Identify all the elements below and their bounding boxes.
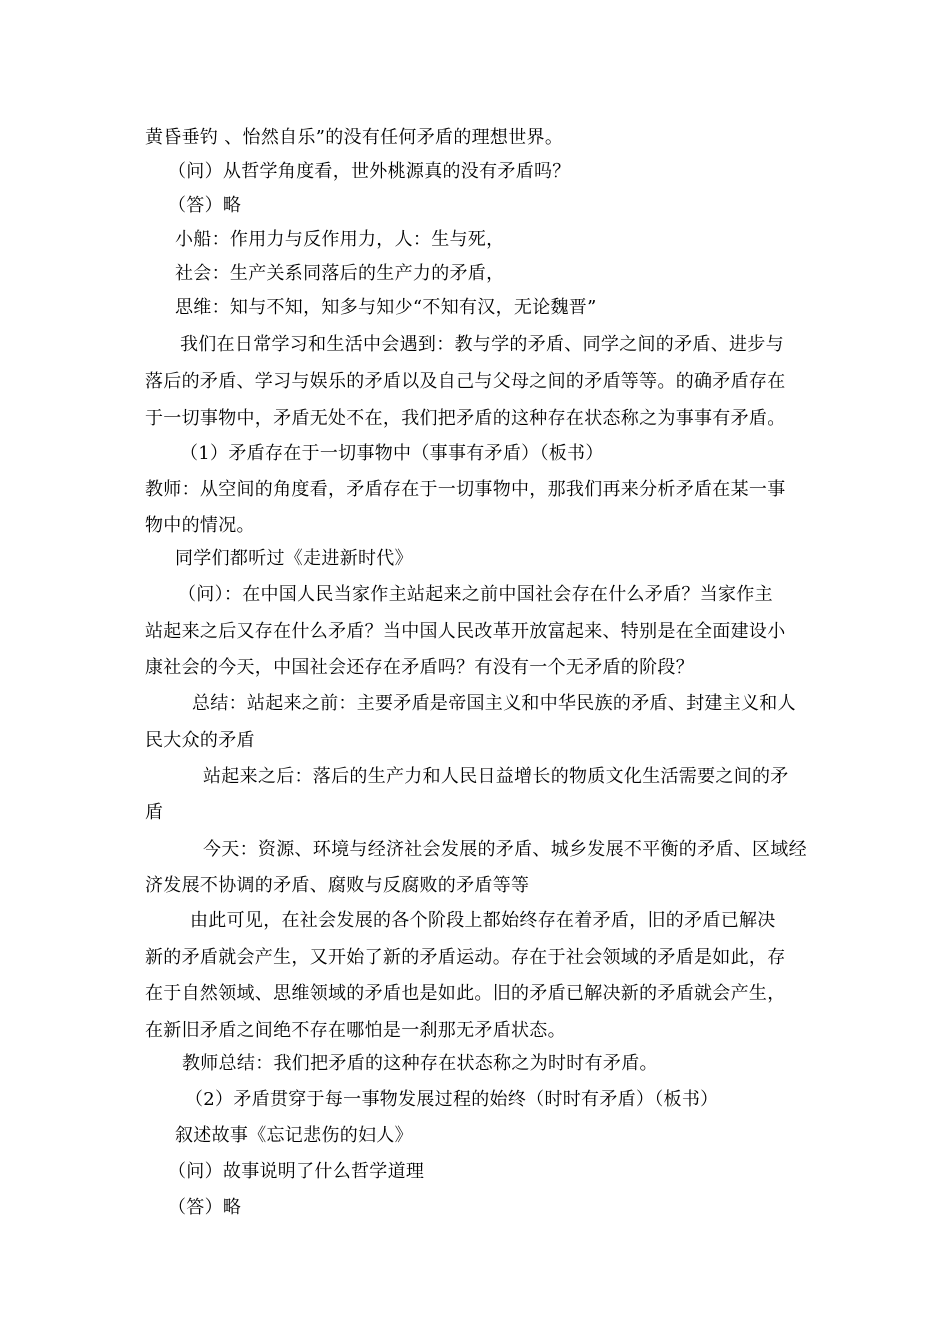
question-line: （问）故事说明了什么哲学道理: [168, 1161, 425, 1182]
paragraph-line: 于一切事物中，矛盾无处不在，我们把矛盾的这种存在状态称之为事事有矛盾。: [145, 408, 786, 429]
paragraph-line: 站起来之后又存在什么矛盾？当中国人民改革开放富起来、特别是在全面建设小: [145, 621, 786, 642]
summary-line: 总结：站起来之前：主要矛盾是帝国主义和中华民族的矛盾、封建主义和人: [192, 693, 796, 714]
paragraph-line: 新的矛盾就会产生，又开始了新的矛盾运动。存在于社会领域的矛盾是如此，存: [145, 947, 786, 968]
paragraph-line: 在于自然领域、思维领域的矛盾也是如此。旧的矛盾已解决新的矛盾就会产生，: [145, 983, 786, 1004]
question-line: （问）从哲学角度看，世外桃源真的没有矛盾吗？: [168, 161, 571, 182]
summary-line: 民大众的矛盾: [145, 730, 255, 751]
section-heading: （1）矛盾存在于一切事物中（事事有矛盾）（板书）: [180, 443, 604, 464]
text-line: 社会：生产关系同落后的生产力的矛盾，: [175, 263, 505, 284]
summary-line: 今天：资源、环境与经济社会发展的矛盾、城乡发展不平衡的矛盾、区域经: [203, 839, 807, 860]
text-line: 同学们都听过《走进新时代》: [175, 548, 413, 569]
summary-line: 济发展不协调的矛盾、腐败与反腐败的矛盾等等: [145, 875, 530, 896]
text-line: 教师总结：我们把矛盾的这种存在状态称之为时时有矛盾。: [182, 1053, 658, 1074]
answer-line: （答）略: [168, 195, 242, 216]
text-line: 叙述故事《忘记悲伤的妇人》: [175, 1125, 413, 1146]
summary-line: 盾: [145, 802, 164, 823]
paragraph-line: 康社会的今天，中国社会还存在矛盾吗？有没有一个无矛盾的阶段？: [145, 657, 694, 678]
paragraph-line: 教师：从空间的角度看，矛盾存在于一切事物中，那我们再来分析矛盾在某一事: [145, 479, 786, 500]
question-line: （问）：在中国人民当家作主站起来之前中国社会存在什么矛盾？当家作主: [178, 584, 773, 605]
paragraph-line: 物中的情况。: [145, 515, 255, 536]
text-line: 思维：知与不知，知多与知少“不知有汉，无论魏晋”: [175, 297, 597, 318]
paragraph-line: 落后的矛盾、学习与娱乐的矛盾以及自己与父母之间的矛盾等等。的确矛盾存在: [145, 371, 786, 392]
paragraph-line: 在新旧矛盾之间绝不存在哪怕是一刹那无矛盾状态。: [145, 1020, 566, 1041]
section-heading: （2）矛盾贯穿于每一事物发展过程的始终（时时有矛盾）（板书）: [185, 1089, 719, 1110]
summary-line: 站起来之后：落后的生产力和人民日益增长的物质文化生活需要之间的矛: [203, 766, 789, 787]
text-line: 小船：作用力与反作用力，人：生与死，: [175, 229, 505, 250]
paragraph-line: 我们在日常学习和生活中会遇到：教与学的矛盾、同学之间的矛盾、进步与: [180, 334, 784, 355]
text-line: 黄昏垂钓 、怡然自乐”的没有任何矛盾的理想世界。: [145, 127, 564, 148]
answer-line: （答）略: [168, 1197, 242, 1218]
paragraph-line: 由此可见，在社会发展的各个阶段上都始终存在着矛盾，旧的矛盾已解决: [190, 910, 776, 931]
